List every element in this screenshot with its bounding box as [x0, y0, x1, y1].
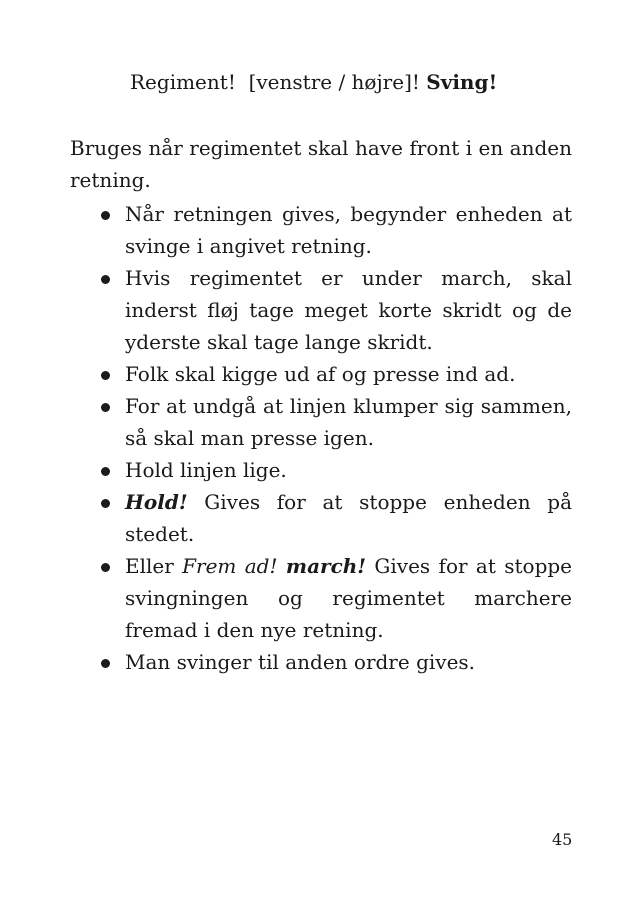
page-number: 45 — [552, 830, 573, 849]
bullet-icon — [101, 499, 110, 508]
bullet-list — [70, 198, 572, 678]
list-item-text: Man svinger til anden ordre gives. — [125, 650, 476, 674]
bullet-icon — [101, 371, 110, 380]
list-item — [70, 390, 572, 454]
forward-prefix: Eller — [125, 554, 183, 578]
command-order: Sving! — [426, 70, 498, 94]
list-item — [70, 646, 572, 678]
command-direction: [venstre / højre]! — [248, 70, 420, 94]
bullet-icon — [101, 467, 110, 476]
bullet-icon — [101, 275, 110, 284]
list-item-text: Når retningen gives, begynder enheden at svinge i angivet retning. — [125, 202, 572, 258]
bullet-icon — [101, 659, 110, 668]
list-item-hold — [70, 486, 572, 550]
forward-command-bold: march! — [285, 554, 367, 578]
list-item-text: Hvis regimentet er under march, skal inderst fløj tage meget korte skridt og de yderste skal tage lange skridt. — [125, 266, 572, 354]
bullet-icon — [101, 211, 110, 220]
bullet-icon — [101, 403, 110, 412]
command-regiment: Regiment! — [130, 70, 236, 94]
forward-command-italic: Frem ad! — [182, 554, 278, 578]
command-line — [130, 68, 497, 96]
intro-paragraph: Bruges når regimentet skal have front i en anden retning. — [70, 136, 572, 192]
hold-command: Hold! — [125, 490, 188, 514]
bullet-icon — [101, 563, 110, 572]
list-item — [70, 454, 572, 486]
hold-text: Gives for at stoppe enheden på stedet. — [125, 490, 572, 546]
list-item — [70, 262, 572, 358]
list-item-text: Hold linjen lige. — [125, 458, 287, 482]
list-item-text: Folk skal kigge ud af og presse ind ad. — [125, 362, 516, 386]
forward-text: Gives for at stoppe svingningen og regimentet marchere fremad i den nye retning. — [125, 554, 573, 642]
list-item — [70, 198, 572, 262]
list-item — [70, 358, 572, 390]
list-item-text: For at undgå at linjen klumper sig sammen, så skal man presse igen. — [125, 394, 572, 450]
list-item-forward — [70, 550, 572, 646]
